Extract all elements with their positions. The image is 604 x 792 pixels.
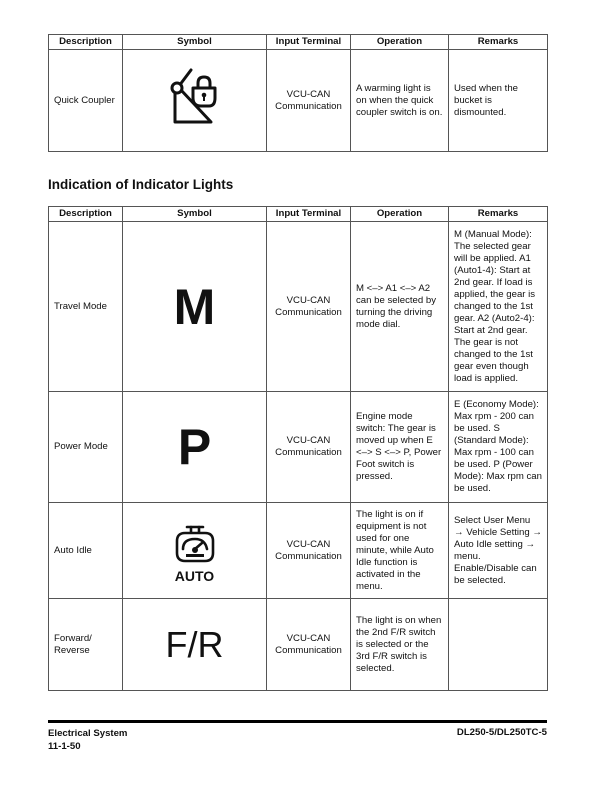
travel-mode-symbol: M [173, 278, 216, 335]
footer-left [48, 727, 127, 753]
row-remarks: Used when the bucket is dismounted. [449, 50, 548, 152]
row-input-terminal: VCU-CAN Communication [267, 50, 351, 152]
header-symbol: Symbol [123, 207, 267, 222]
table-header-row [49, 35, 548, 50]
header-operation: Operation [351, 207, 449, 222]
row-description: Quick Coupler [49, 50, 123, 152]
forward-reverse-symbol: F/R [165, 623, 224, 665]
footer-divider [48, 720, 547, 723]
row-input-terminal: VCU-CAN Communication [267, 503, 351, 599]
table-row [49, 599, 548, 691]
row-description: Auto Idle [49, 503, 123, 599]
header-symbol: Symbol [123, 35, 267, 50]
row-symbol [123, 392, 267, 503]
section-heading: Indication of Indicator Lights [48, 177, 234, 192]
header-remarks: Remarks [449, 207, 548, 222]
row-symbol [123, 503, 267, 599]
row-description: Forward/ Reverse [49, 599, 123, 691]
header-description: Description [49, 207, 123, 222]
row-operation: M <–> A1 <–> A2 can be selected by turning the driving mode dial. [351, 222, 449, 392]
row-input-terminal: VCU-CAN Communication [267, 222, 351, 392]
row-symbol [123, 599, 267, 691]
power-mode-symbol: P [177, 419, 212, 475]
row-operation: Engine mode switch: The gear is moved up when E <–> S <–> P, Power Foot switch is pressed. [351, 392, 449, 503]
row-remarks [449, 599, 548, 691]
footer-page-number: 11-1-50 [48, 741, 81, 752]
table-row [49, 392, 548, 503]
row-input-terminal: VCU-CAN Communication [267, 392, 351, 503]
row-symbol [123, 222, 267, 392]
table-header-row [49, 207, 548, 222]
row-remarks: M (Manual Mode): The selected gear will be applied. A1 (Auto1-4): Start at 2nd gear. If load is applied, the gear is changed to the 1st gear. A2 (Auto2-4): Start at 2nd gear. The gear is not changed to the 1st gear even though load is applied. [449, 222, 548, 392]
quick-coupler-table [48, 34, 548, 152]
table-row [49, 222, 548, 392]
header-input-terminal: Input Terminal [267, 207, 351, 222]
row-remarks: E (Economy Mode): Max rpm - 200 can be used. S (Standard Mode): Max rpm - 100 can be used. P (Power Mode): Max rpm can be used. [449, 392, 548, 503]
row-description: Power Mode [49, 392, 123, 503]
footer-model: DL250-5/DL250TC-5 [456, 727, 547, 738]
indicator-lights-table [48, 206, 548, 691]
row-symbol [123, 50, 267, 152]
auto-idle-engine-icon [173, 519, 217, 565]
row-operation: A warming light is on when the quick coupler switch is on. [351, 50, 449, 152]
table-row [49, 50, 548, 152]
auto-idle-symbol-label: AUTO [174, 567, 215, 584]
quick-coupler-icon [165, 66, 225, 132]
header-operation: Operation [351, 35, 449, 50]
row-remarks: Select User Menu → Vehicle Setting → Auto Idle setting → menu. Enable/Disable can be selected. [449, 503, 548, 599]
row-operation: The light is on if equipment is not used for one minute, while Auto Idle function is activated in the menu. [351, 503, 449, 599]
header-input-terminal: Input Terminal [267, 35, 351, 50]
header-remarks: Remarks [449, 35, 548, 50]
row-input-terminal: VCU-CAN Communication [267, 599, 351, 691]
table-row [49, 503, 548, 599]
header-description: Description [49, 35, 123, 50]
footer-section-title: Electrical System [48, 728, 128, 739]
row-description: Travel Mode [49, 222, 123, 392]
row-operation: The light is on when the 2nd F/R switch is selected or the 3rd F/R switch is selected. [351, 599, 449, 691]
